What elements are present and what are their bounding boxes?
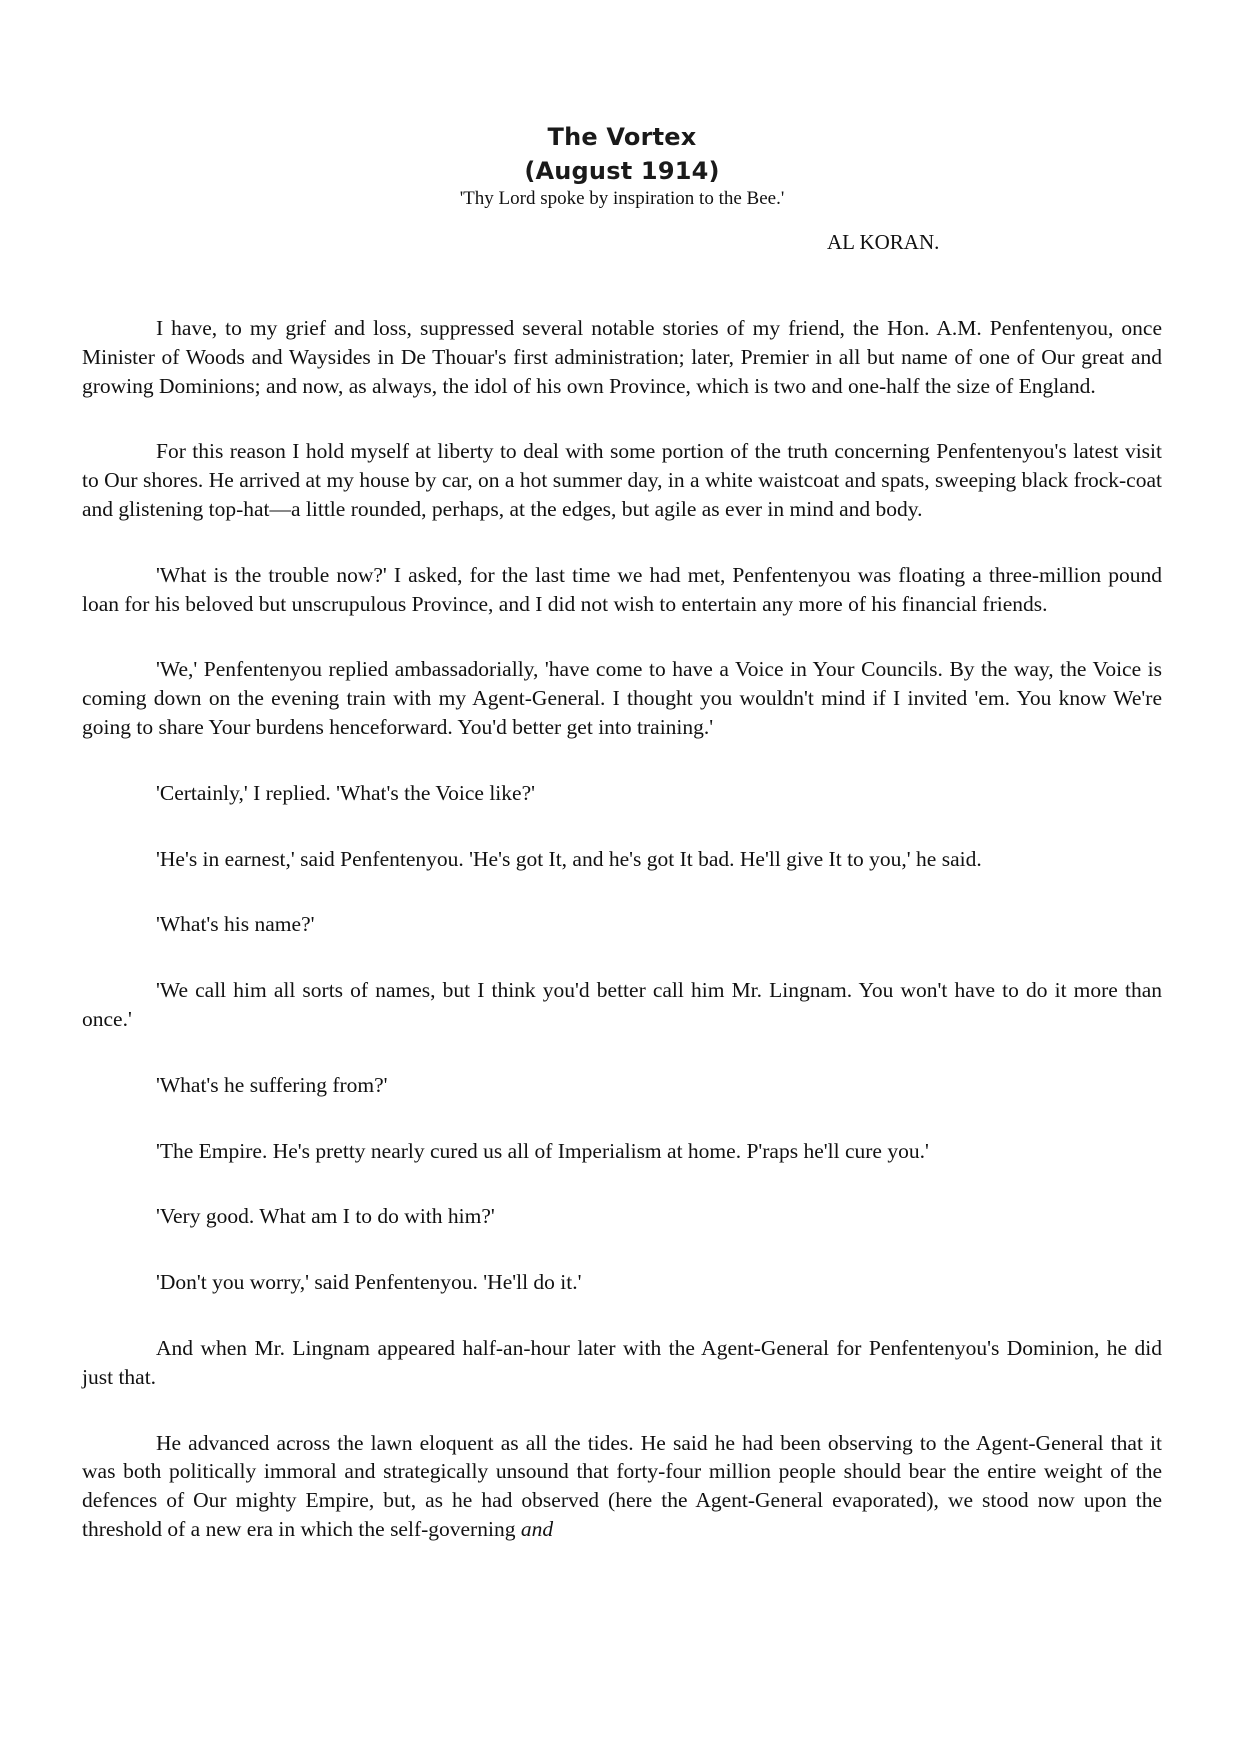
story-title: The Vortex [547,123,697,151]
document-page [82,120,1162,1544]
paragraph: 'He's in earnest,' said Penfentenyou. 'He's got It, and he's got It bad. He'll give It to you,' he said. [156,846,982,871]
paragraph: 'What is the trouble now?' I asked, for the last time we had met, Penfentenyou was floating a three-million pound loan for his beloved but unscrupulous Province, and I did not wish to entertain any more of his financial friends. [82,562,1162,616]
story-date: (August 1914) [524,157,720,185]
title-block [82,120,1162,210]
body-text [82,314,1162,1544]
epigraph: 'Thy Lord spoke by inspiration to the Bee.' [459,188,785,209]
paragraph: 'The Empire. He's pretty nearly cured us all of Imperialism at home. P'raps he'll cure you.' [156,1138,929,1163]
paragraph-last-italic: and [520,1516,554,1541]
paragraph-last-text: He advanced across the lawn eloquent as all the tides. He said he had been observing to the Agent-General that it was both politically immoral and strategically unsound that forty-four million people should bear the entire weight of the defences of Our mighty Empire, but, as he had observed (here the Agent-General evaporated), we stood now upon the threshold of a new era in which the self-governing [82,1430,1162,1541]
paragraph-last [82,1429,1162,1544]
paragraph: 'What's his name?' [156,912,315,937]
paragraph: I have, to my grief and loss, suppressed several notable stories of my friend, the Hon. A.M. Penfentenyou, once Minister of Woods and Waysides in De Thouar's first administration; later, Premier in all but name of one of Our great and growing Dominions; and now, as always, the idol of his own Province, which is two and one-half the size of England. [82,316,1162,398]
paragraph: 'What's he suffering from?' [156,1072,388,1097]
paragraph: 'Don't you worry,' said Penfentenyou. 'He'll do it.' [156,1270,582,1295]
paragraph: And when Mr. Lingnam appeared half-an-hour later with the Agent-General for Penfentenyou's Dominion, he did just that. [82,1335,1162,1389]
paragraph: 'Certainly,' I replied. 'What's the Voice like?' [156,780,535,805]
paragraph: 'We,' Penfentenyou replied ambassadorially, 'have come to have a Voice in Your Councils. By the way, the Voice is coming down on the evening train with my Agent-General. I thought you wouldn't mind if I invited 'em. You know We're going to share Your burdens henceforward. You'd better get into training.' [82,657,1162,739]
epigraph-attribution: AL KORAN. [827,230,940,254]
paragraph: 'Very good. What am I to do with him?' [156,1204,495,1229]
paragraph: 'We call him all sorts of names, but I think you'd better call him Mr. Lingnam. You won't have to do it more than once.' [82,978,1162,1031]
paragraph: For this reason I hold myself at liberty to deal with some portion of the truth concerning Penfentenyou's latest visit to Our shores. He arrived at my house by car, on a hot summer day, in a white waistcoat and spats, sweeping black frock-coat and glistening top-hat—a little rounded, perhaps, at the edges, but agile as ever in mind and body. [82,439,1162,521]
